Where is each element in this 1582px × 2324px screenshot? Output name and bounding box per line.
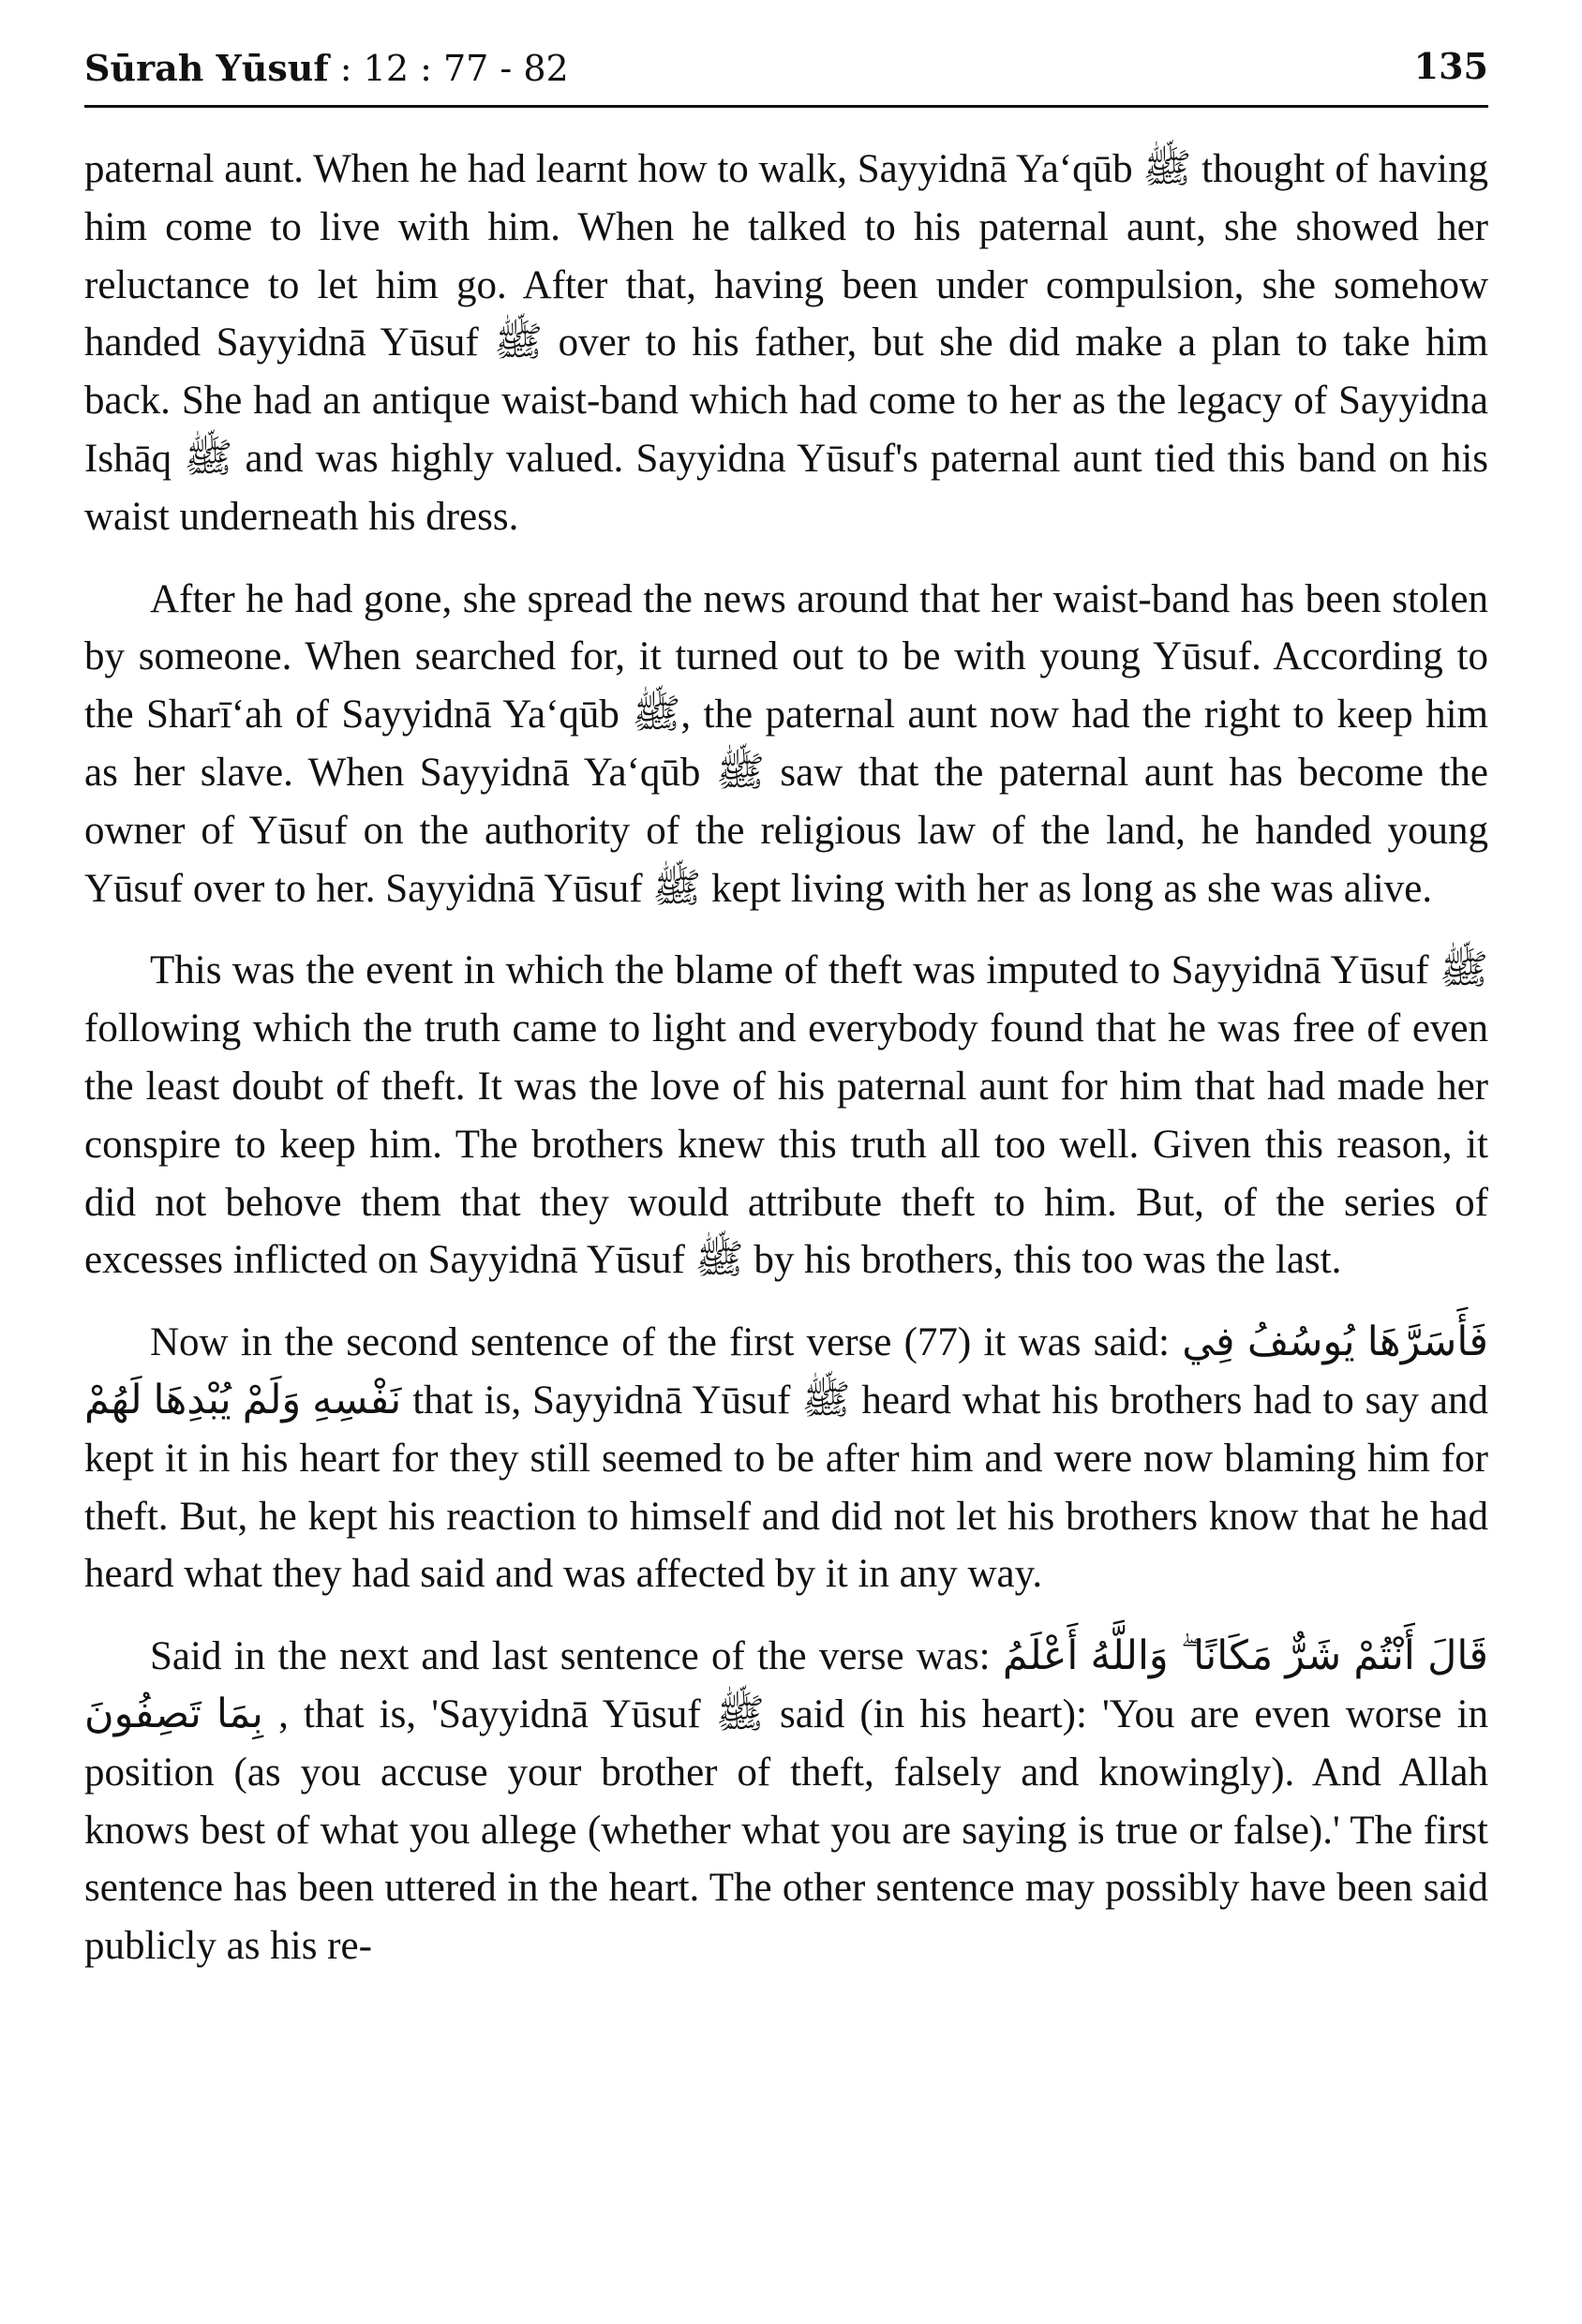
book-page [84,37,1489,1969]
paragraph-3: This was the event in which the blame of theft was imputed to Sayyidnā Yūsuf ﷺ following which the truth came to light and everybody found that he was free of even the least doubt of theft. It was the love of his paternal aunt for him that had made her conspire to keep him. The brothers knew this truth all too well. Given this reason, it did not behove them that they would attribute theft to him. But, of the series of excesses inflicted on Sayyidnā Yūsuf ﷺ by his brothers, this too was the last. [84,948,1488,1283]
paragraph-4: Now in the second sentence of the first verse (77) it was said: فَأَسَرَّهَا يُوسُفُ فِي نَفْسِهِ وَلَمْ يُبْدِهَا لَهُمْ that is, Sayyidnā Yūsuf ﷺ heard what his brothers had to say and kept it in his heart for they still seemed to be after him and were now blaming him for theft. But, he kept his reaction to himself and did not let his brothers know that he had heard what they had said and was affected by it in any way. [84,1320,1489,1597]
running-head [84,37,1488,103]
paragraph-2: After he had gone, she spread the news around that her waist-band has been stolen by someone. When searched for, it turned out to be with young Yūsuf. According to the Sharī‘ah of Sayyidnā Ya‘qūb ﷺ, the paternal aunt now had the right to keep him as her slave. When Sayyidnā Ya‘qūb ﷺ saw that the paternal aunt has become the owner of Yūsuf on the authority of the religious law of the land, he handed young Yūsuf over to her. Sayyidnā Yūsuf ﷺ kept living with her as long as she was alive. [84,576,1488,911]
header-rule [84,105,1488,108]
surah-title: Sūrah Yūsuf [84,47,329,89]
paragraph-5: Said in the next and last sentence of the verse was: قَالَ أَنْتُمْ شَرٌّ مَكَانًا ۖ وَاللَّهُ أَعْلَمُ بِمَا تَصِفُونَ , that is, 'Sayyidnā Yūsuf ﷺ said (in his heart): 'You are even worse in position (as you accuse your brother of theft, falsely and knowingly). And Allah knows best of what you allege (whether what you are saying is true or false).' The first sentence has been uttered in the heart. The other sentence may possibly have been said publicly as his re- [84,1634,1489,1969]
page-number: 135 [1413,45,1488,87]
running-title [84,47,569,89]
paragraph-1: paternal aunt. When he had learnt how to walk, Sayyidnā Ya‘qūb ﷺ thought of having him come to live with him. When he talked to his paternal aunt, she showed her reluctance to let him go. After that, having been under compulsion, she somehow handed Sayyidnā Yūsuf ﷺ over to his father, but she did make a plan to take him back. She had an antique waist-band which had come to her as the legacy of Sayyidna Ishāq ﷺ and was highly valued. Sayyidna Yūsuf's paternal aunt tied this band on his waist underneath his dress. [84,147,1488,539]
body-text [84,141,1488,2000]
verse-reference: : 12 : 77 - 82 [339,48,569,89]
